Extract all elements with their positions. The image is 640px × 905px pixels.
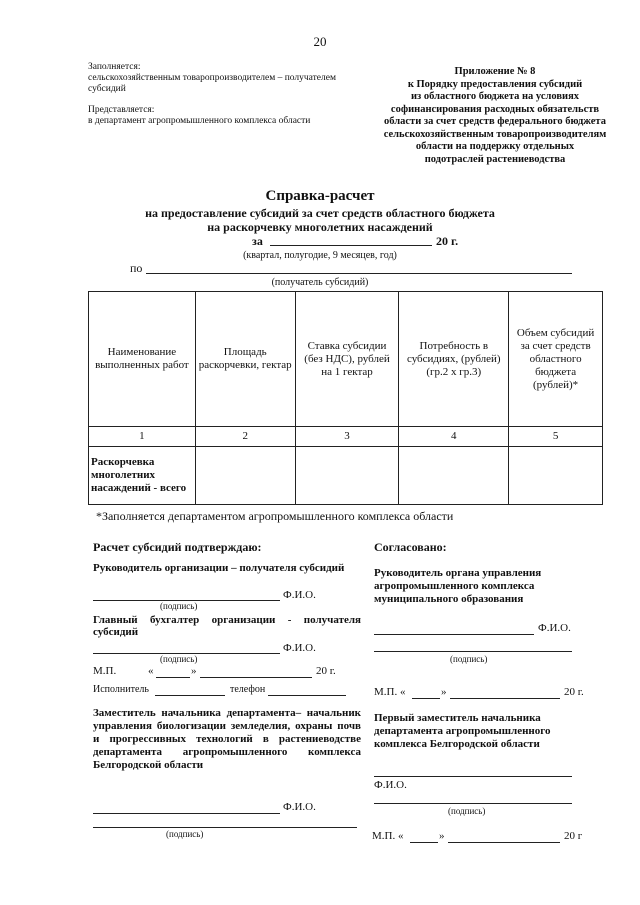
period-year: 20 г. [436, 234, 459, 248]
date-year: 20 г. [316, 665, 336, 677]
executor-line[interactable] [155, 695, 225, 696]
table-row [89, 447, 603, 505]
date-open: « [148, 665, 154, 677]
right-stamp-date: М.П. « [374, 686, 406, 698]
right-date-close-2: » [439, 830, 445, 842]
accountant-title: Главный бухгалтер организации - получателя субсидий [93, 614, 361, 638]
document-subtitle-2: на раскорчевку многолетних насаждений [207, 220, 433, 234]
column-number: 1 [89, 427, 196, 447]
deputy-fio: Ф.И.О. [283, 801, 316, 813]
filled-value: сельскохозяйственным товаропроизводителем – получателем субсидий [88, 73, 336, 94]
deputy-signature-line[interactable] [93, 813, 280, 814]
volume-cell[interactable] [509, 447, 603, 505]
recipient-hint: (получатель субсидий) [271, 277, 369, 288]
first-deputy-fio: Ф.И.О. [374, 779, 407, 791]
rate-cell[interactable] [295, 447, 399, 505]
right-date-year: 20 г. [564, 686, 584, 698]
accountant-sign-hint: (подпись) [160, 654, 198, 664]
table-number-row [89, 427, 603, 447]
header-cell: Ставка субсидии (без НДС), рублей на 1 гектар [295, 292, 399, 427]
right-day-line-2[interactable] [410, 842, 438, 843]
right-day-line[interactable] [412, 698, 440, 699]
appendix-line: подотраслей растениеводства [424, 153, 566, 165]
period-prefix: за [252, 234, 263, 248]
header-cell: Наименование выполненных работ [89, 292, 196, 427]
page-number: 20 [313, 34, 327, 49]
appendix-line: к Порядку предоставления субсидий [407, 78, 583, 90]
period-line[interactable] [270, 245, 432, 246]
phone-label: телефон [230, 684, 266, 695]
footnote: *Заполняется департаментом агропромышленного комплекса области [96, 509, 454, 523]
submitted-label: Представляется: [88, 105, 155, 115]
head-fio: Ф.И.О. [283, 589, 316, 601]
submitted-value: в департамент агропромышленного комплекса области [88, 116, 311, 126]
first-deputy-sign-hint: (подпись) [448, 806, 486, 816]
municipal-line-2[interactable] [374, 651, 572, 652]
deputy-line-2[interactable] [93, 827, 357, 828]
appendix-line: области на поддержку отдельных [415, 141, 575, 152]
column-number: 5 [509, 427, 603, 447]
filled-by-block [88, 62, 358, 127]
document-title: Справка-расчет [265, 188, 375, 204]
area-cell[interactable] [195, 447, 295, 505]
table-header-row [89, 292, 603, 427]
day-line[interactable] [156, 677, 190, 678]
column-number: 4 [399, 427, 509, 447]
header-cell: Площадь раскорчевки, гектар [195, 292, 295, 427]
need-cell[interactable] [399, 447, 509, 505]
appendix-block [370, 66, 620, 166]
right-month-line[interactable] [450, 698, 560, 699]
appendix-line: области за счет средств федерального бюджета [384, 116, 606, 127]
row-label: Раскорчевка многолетних насаждений - всего [89, 447, 196, 505]
municipal-head-title: Руководитель органа управления агропромышленного комплекса муниципального образования [374, 567, 542, 605]
right-stamp-date-2: М.П. « [372, 830, 404, 842]
deputy-title: Заместитель начальника департамента– начальник управления биологизации земледелия, охраны почв и прогрессивных технологий в растениеводстве департамента агропромышленного комплекса Белгородской области [93, 707, 361, 771]
date-close: » [191, 665, 197, 677]
phone-line[interactable] [268, 695, 346, 696]
municipal-fio: Ф.И.О. [538, 622, 571, 634]
agreed-heading: Согласовано: [374, 540, 447, 554]
first-deputy-title: Первый заместитель начальника департамента агропромышленного комплекса Белгородской области [374, 712, 551, 750]
document-subtitle-1: на предоставление субсидий за счет средств областного бюджета [145, 206, 495, 220]
stamp-label: М.П. [93, 665, 117, 677]
executor-label: Исполнитель [93, 684, 149, 695]
head-sign-hint: (подпись) [160, 601, 198, 611]
column-number: 3 [295, 427, 399, 447]
header-cell: Потребность в субсидиях, (рублей) (гр.2 х гр.3) [399, 292, 509, 427]
municipal-signature-line[interactable] [374, 634, 534, 635]
recipient-head-title: Руководитель организации – получателя субсидий [93, 562, 345, 574]
appendix-line: сельскохозяйственным товаропроизводителям [383, 128, 607, 140]
column-number: 2 [195, 427, 295, 447]
appendix-line: Приложение № 8 [454, 66, 536, 77]
month-line[interactable] [200, 677, 312, 678]
appendix-line: из областного бюджета на условиях [410, 91, 580, 102]
first-deputy-line[interactable] [374, 776, 572, 777]
right-month-line-2[interactable] [448, 842, 560, 843]
recipient-line[interactable] [146, 273, 572, 274]
header-cell: Объем субсидий за счет средств областного бюджета (рублей)* [509, 292, 603, 427]
deputy-sign-hint: (подпись) [166, 829, 204, 839]
filled-label: Заполняется: [88, 62, 141, 72]
appendix-line: софинансирования расходных обязательств [390, 103, 600, 115]
accountant-fio: Ф.И.О. [283, 642, 316, 654]
subsidy-table [88, 291, 603, 505]
period-hint: (квартал, полугодие, 9 месяцев, год) [243, 250, 397, 261]
right-date-close: » [441, 686, 447, 698]
municipal-sign-hint: (подпись) [450, 654, 488, 664]
confirm-heading: Расчет субсидий подтверждаю: [93, 540, 262, 554]
right-date-year-2: 20 г [564, 830, 583, 842]
by-label: по [130, 261, 143, 275]
first-deputy-signature-line[interactable] [374, 803, 572, 804]
